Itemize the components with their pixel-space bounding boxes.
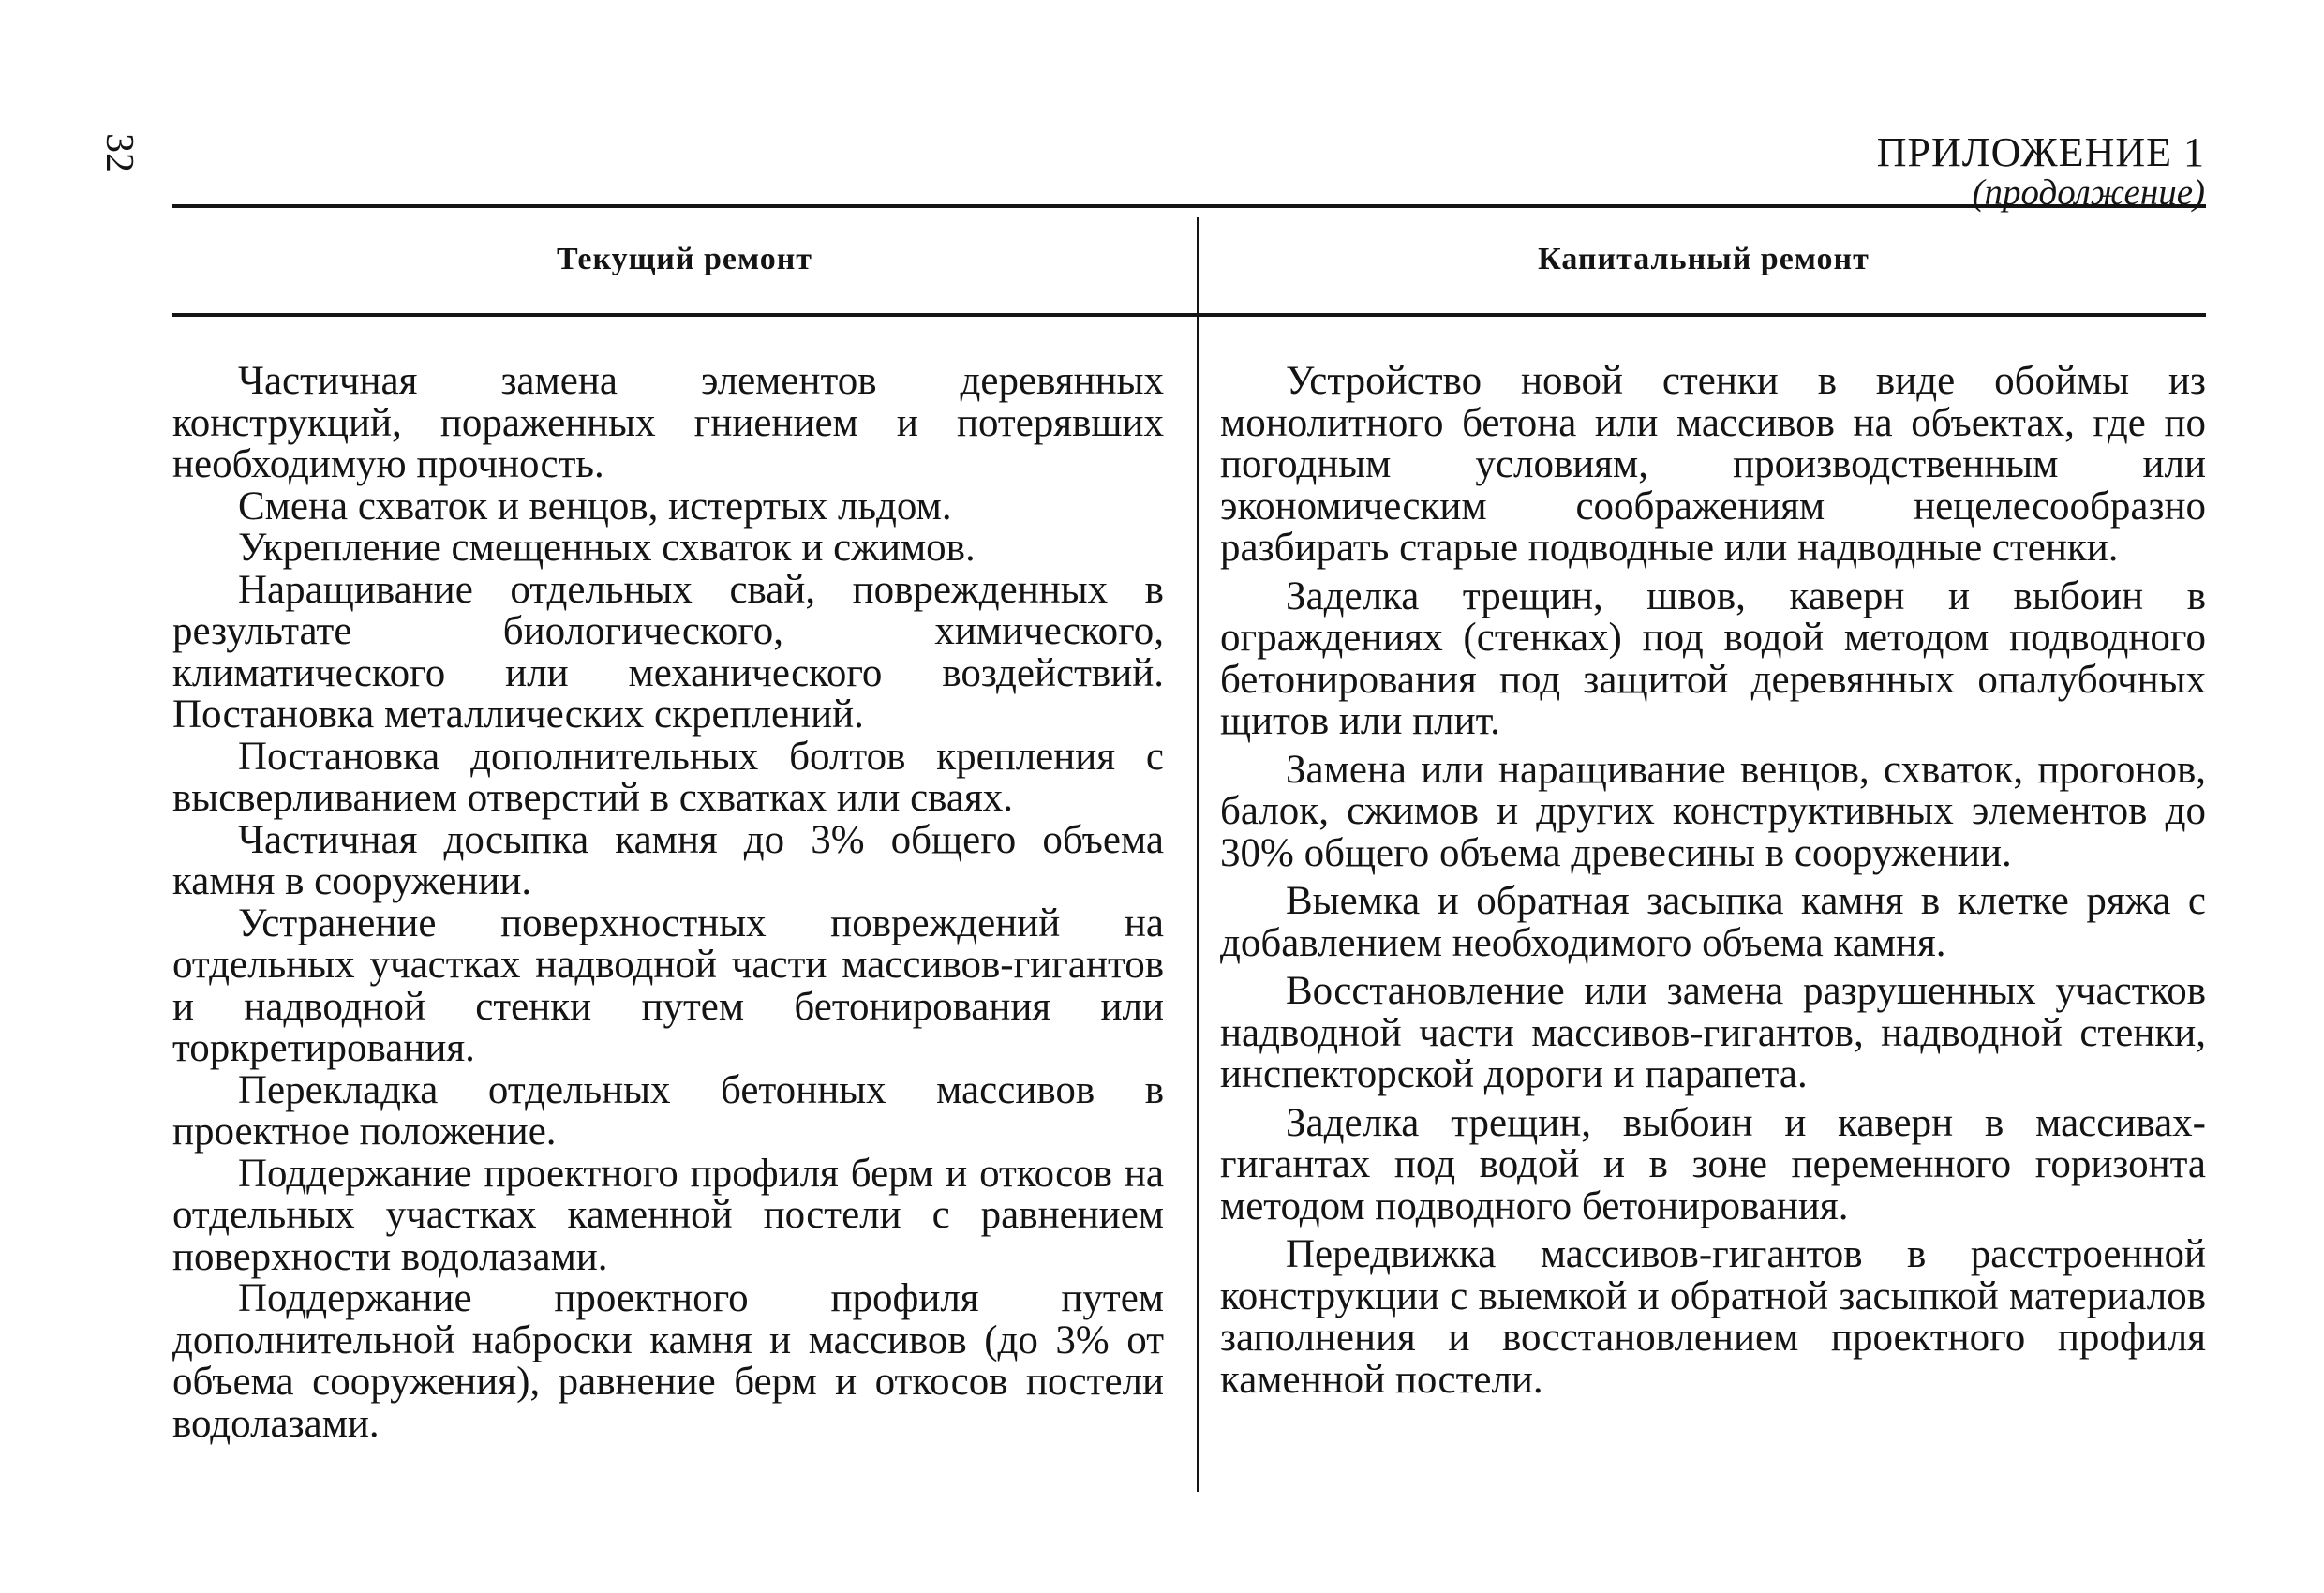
list-item: Восстановление или замена разрушенных участков надводной части массивов-гигантов, надводной стенки, инспекторской дороги и парапета. <box>1220 969 2206 1096</box>
current-repair-column <box>172 361 1164 1445</box>
list-item: Заделка трещин, швов, каверн и выбоин в ограждениях (стенках) под водой методом подводного бетонирования под защитой деревянных опалубочных щитов или плит. <box>1220 573 2206 743</box>
column-divider <box>1197 217 1199 1492</box>
column-header-current-repair: Текущий ремонт <box>557 242 812 276</box>
list-item: Частичная досыпка камня до 3% общего объема камня в сооружении. <box>172 817 1164 903</box>
appendix-title: ПРИЛОЖЕНИЕ 1 <box>1876 129 2205 175</box>
table-header-rule <box>172 313 2206 317</box>
table-top-rule <box>172 204 2206 208</box>
list-item: Смена схваток и венцов, истертых льдом. <box>238 484 952 529</box>
list-item: Поддержание проектного профиля берм и откосов на отдельных участках каменной постели с равнением поверхности водолазами. <box>172 1151 1164 1279</box>
list-item: Перекладка отдельных бетонных массивов в проектное положение. <box>172 1067 1164 1154</box>
list-item: Замена или наращивание венцов, схваток, прогонов, балок, сжимов и других конструктивных элементов до 30% общего объема древесины в сооружении. <box>1220 747 2206 875</box>
appendix-subtitle: (продолжение) <box>1972 172 2205 214</box>
list-item: Устройство новой стенки в виде обоймы из монолитного бетона или массивов на объектах, где по погодным условиям, производственным или экономическим соображениям нецелесообразно разбирать старые подводные или надводные стенки. <box>1220 359 2206 570</box>
list-item: Поддержание проектного профиля путем дополнительной наброски камня и массивов (до 3% от объема сооружения), равнение берм и откосов постели водолазами. <box>172 1276 1164 1446</box>
list-item: Укрепление смещенных схваток и сжимов. <box>238 526 976 570</box>
list-item: Передвижка массивов-гигантов в расстроенной конструкции с выемкой и обратной засыпкой материалов заполнения и восстановлением проектного профиля каменной постели. <box>1220 1232 2206 1402</box>
list-item: Постановка дополнительных болтов крепления с высверливанием отверстий в схватках или сваях. <box>172 734 1164 820</box>
list-item: Заделка трещин, выбоин и каверн в массивах-гигантах под водой и в зоне переменного горизонта методом подводного бетонирования. <box>1220 1100 2206 1228</box>
list-item: Устранение поверхностных повреждений на отдельных участках надводной части массивов-гигантов и надводной стенки путем бетонирования или торкретирования. <box>172 901 1164 1070</box>
capital-repair-column <box>1220 361 2206 1407</box>
column-header-capital-repair: Капитальный ремонт <box>1538 242 1870 276</box>
list-item: Частичная замена элементов деревянных конструкций, пораженных гниением и потерявших необходимую прочность. <box>172 359 1164 486</box>
list-item: Выемка и обратная засыпка камня в клетке ряжа с добавлением необходимого объема камня. <box>1220 879 2206 965</box>
appendix-header <box>1877 131 2205 213</box>
list-item: Наращивание отдельных свай, поврежденных в результате биологического, химического, климатического или механического воздействий. Постановка металлических скреплений. <box>172 567 1164 737</box>
page-number: 32 <box>97 133 141 172</box>
